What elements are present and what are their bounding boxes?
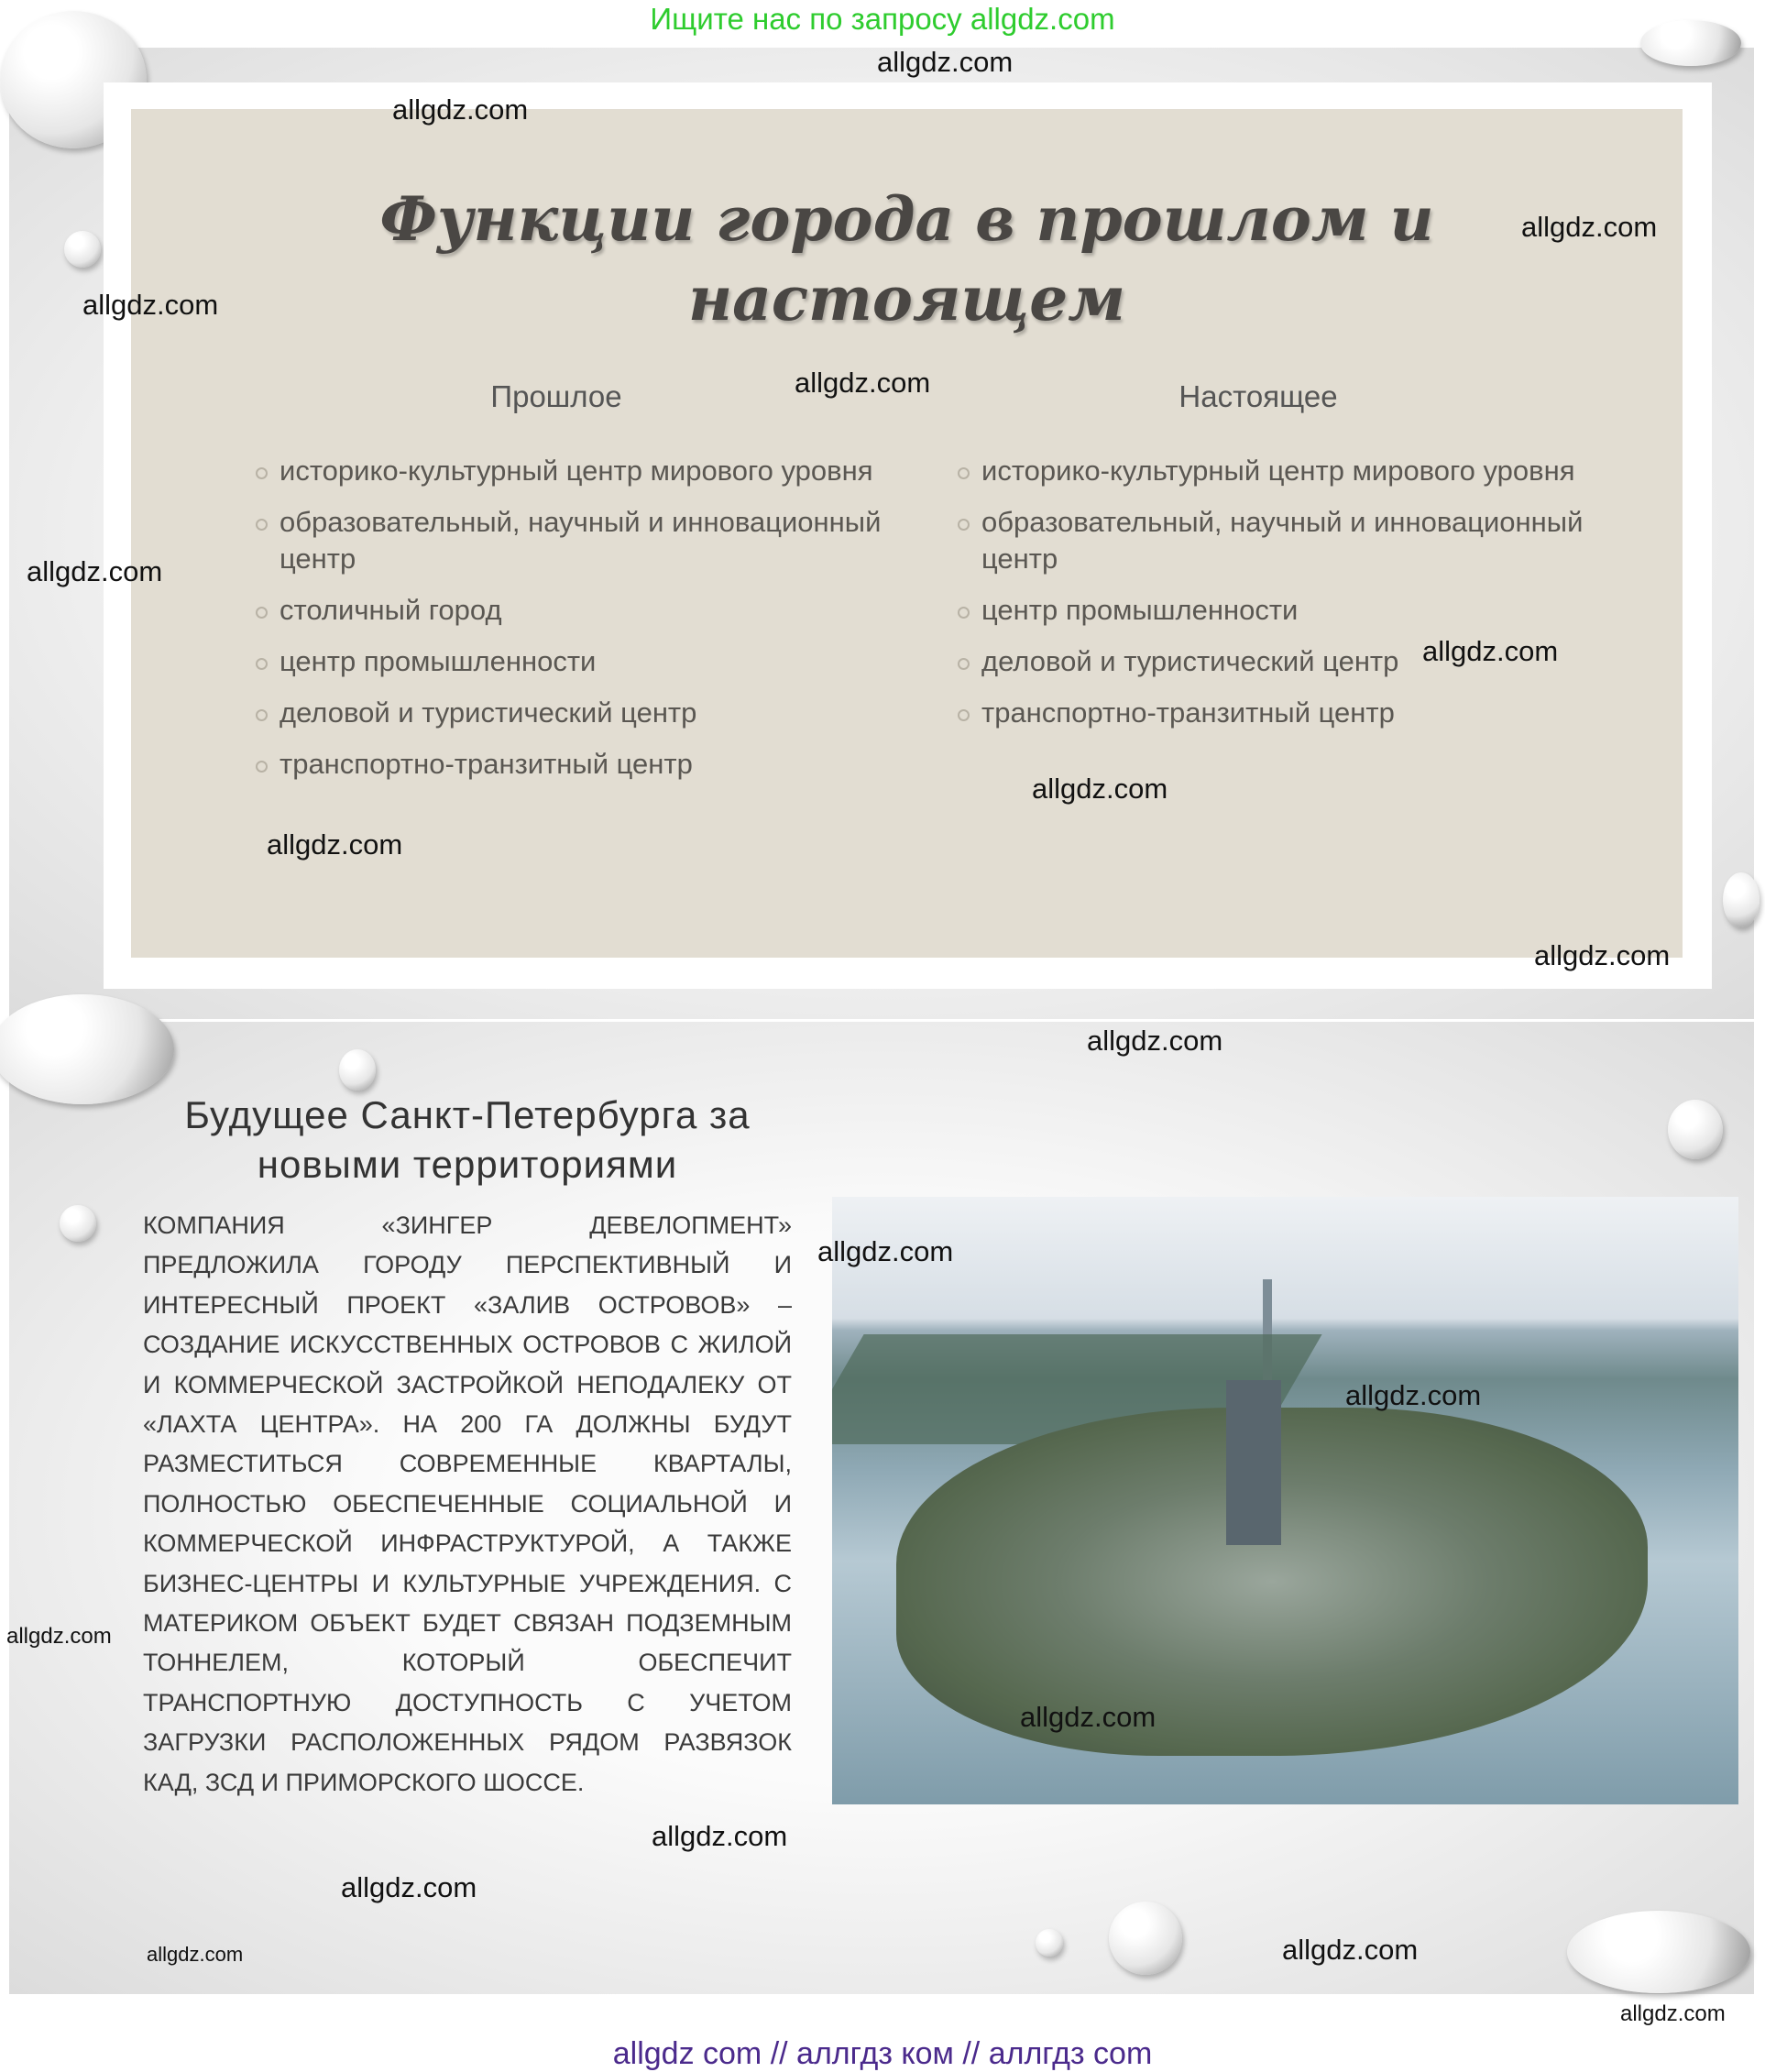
present-list	[958, 453, 1599, 746]
tower-cluster	[1226, 1380, 1281, 1545]
slide-title: Функции города в прошлом и	[379, 183, 1434, 255]
list-item: образовательный, научный и инновационный центр	[958, 504, 1599, 577]
watermark: allgdz.com	[1032, 773, 1168, 805]
water-drop	[0, 994, 174, 1104]
watermark: allgdz.com	[1020, 1701, 1157, 1733]
watermark: allgdz.com	[1282, 1934, 1419, 1966]
water-drop	[339, 1049, 376, 1091]
past-list	[256, 453, 897, 797]
water-drop	[1567, 1911, 1750, 1993]
watermark: allgdz.com	[82, 289, 219, 321]
list-item: образовательный, научный и инновационный центр	[256, 504, 897, 577]
watermark: allgdz.com	[795, 367, 931, 399]
list-item: транспортно-транзитный центр	[958, 695, 1599, 731]
water-drop	[1723, 872, 1760, 927]
slide-body-text: КОМПАНИЯ «ЗИНГЕР ДЕВЕЛОПМЕНТ» ПРЕДЛОЖИЛА ГОРОДУ ПЕРСПЕКТИВНЫЙ И ИНТЕРЕСНЫЙ ПРОЕКТ «ЗАЛИВ ОСТРОВОВ» – СОЗДАНИЕ ИСКУССТВЕННЫХ ОСТРОВОВ С ЖИЛОЙ И КОММЕРЧЕСКОЙ ЗАСТРОЙКОЙ НЕПОДАЛЕКУ ОТ «ЛАХТА ЦЕНТРА». НА 200 ГА ДОЛЖНЫ БУДУТ РАЗМЕСТИТЬСЯ СОВРЕМЕННЫЕ КВАРТАЛЫ, ПОЛНОСТЬЮ ОБЕСПЕЧЕННЫЕ СОЦИАЛЬНОЙ И КОММЕРЧЕСКОЙ ИНФРАСТРУКТУРОЙ, А ТАКЖЕ БИЗНЕС-ЦЕНТРЫ И КУЛЬТУРНЫЕ УЧРЕЖДЕНИЯ. С МАТЕРИКОМ ОБЪЕКТ БУДЕТ СВЯЗАН ПОДЗЕМНЫМ ТОННЕЛЕМ, КОТОРЫЙ ОБЕСПЕЧИТ ТРАНСПОРТНУЮ ДОСТУПНОСТЬ С УЧЕТОМ ЗАГРУЗКИ РАСПОЛОЖЕННЫХ РЯДОМ РАЗВЯЗОК КАД, ЗСД И ПРИМОРСКОГО ШОССЕ.	[143, 1211, 792, 1796]
watermark: allgdz.com	[877, 46, 1014, 78]
watermark: allgdz.com	[27, 555, 163, 587]
list-item: деловой и туристический центр	[256, 695, 897, 731]
watermark: allgdz.com	[1422, 635, 1559, 667]
watermark: allgdz.com	[1620, 2001, 1726, 2026]
list-item: столичный город	[256, 592, 897, 629]
island-project-image	[832, 1197, 1738, 1804]
watermark: allgdz.com	[341, 1871, 477, 1903]
watermark: allgdz.com	[1087, 1025, 1223, 1057]
column-header-past: Прошлое	[490, 379, 622, 413]
list-item: центр промышленности	[256, 643, 897, 680]
watermark: allgdz.com	[1521, 211, 1658, 243]
slide-title: новыми территориями	[257, 1143, 678, 1186]
list-item: историко-культурный центр мирового уровня	[958, 453, 1599, 489]
watermark: allgdz.com	[1345, 1379, 1482, 1411]
water-drop	[1668, 1100, 1723, 1159]
watermark: allgdz.com	[6, 1624, 112, 1649]
column-header-present: Настоящее	[1178, 379, 1338, 413]
list-item: транспортно-транзитный центр	[256, 746, 897, 783]
watermark: allgdz.com	[652, 1820, 788, 1852]
list-item: историко-культурный центр мирового уровня	[256, 453, 897, 489]
water-drop	[1109, 1902, 1182, 1975]
list-item: центр промышленности	[958, 592, 1599, 629]
watermark: allgdz.com	[392, 93, 529, 126]
water-drop	[1036, 1929, 1063, 1957]
watermark: allgdz.com	[817, 1235, 954, 1267]
water-drop	[60, 1205, 96, 1242]
water-drop	[1640, 20, 1741, 66]
slide-title: настоящем	[687, 263, 1126, 334]
list-item: деловой и туристический центр	[958, 643, 1599, 680]
water-drop	[64, 231, 101, 268]
watermark: allgdz.com	[1534, 939, 1671, 971]
slide-title: Будущее Санкт-Петербурга за	[184, 1093, 751, 1136]
watermark: allgdz.com	[147, 1943, 244, 1966]
search-banner[interactable]: Ищите нас по запросу allgdz.com	[650, 2, 1115, 36]
watermark: allgdz.com	[267, 828, 403, 861]
footer-links[interactable]: allgdz com // аллгдз ком // аллгдз com	[612, 2036, 1153, 2071]
